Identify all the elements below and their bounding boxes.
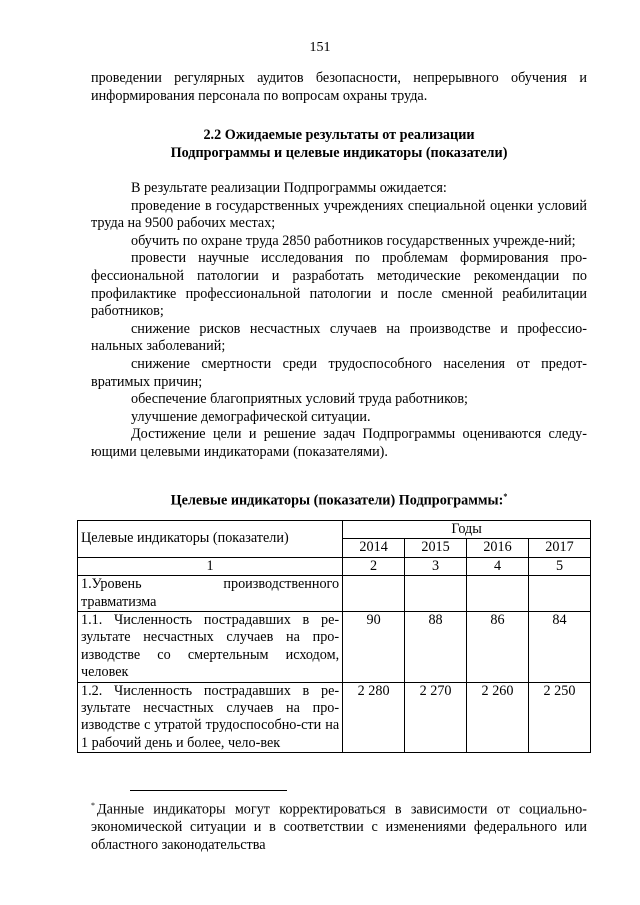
section-heading-line-2: Подпрограммы и целевые индикаторы (показатели)	[170, 144, 508, 161]
header-years: Годы	[343, 521, 591, 539]
indicator-value-cell: 86	[467, 612, 529, 683]
year-cell: 2017	[528, 539, 590, 557]
indicator-value-cell	[467, 576, 529, 612]
indicator-value-cell	[528, 576, 590, 612]
result-item: провести научные исследования по проблемам формирования про-фессиональной патологии и разработать методические рекомендации по профилактике профессиональной патологии и после сменной реабилитации работников;	[91, 250, 587, 320]
table-row	[78, 612, 591, 683]
result-item: улучшение демографической ситуации.	[131, 408, 371, 425]
column-number-cell: 4	[467, 557, 529, 575]
indicator-value-cell	[343, 576, 405, 612]
intro-paragraph	[91, 70, 587, 105]
indicator-value-cell: 84	[528, 612, 590, 683]
column-number-cell: 2	[343, 557, 405, 575]
table-title	[91, 488, 587, 510]
indicator-name-cell: 1.Уровень производственного травматизма	[78, 576, 343, 612]
table-column-numbers-row	[78, 557, 591, 575]
result-item: обучить по охране труда 2850 работников государственных учрежде-ний;	[131, 232, 576, 249]
result-item: снижение смертности среди трудоспособного населения от предот-вратимых причин;	[91, 355, 587, 390]
expected-results-body	[91, 180, 587, 462]
table-row	[78, 576, 591, 612]
result-item: проведение в государственных учреждениях специальной оценки условий труда на 9500 рабочих местах;	[91, 197, 587, 232]
table-row	[78, 682, 591, 753]
table-title-text: Целевые индикаторы (показатели) Подпрограммы:	[170, 492, 504, 509]
year-cell: 2015	[405, 539, 467, 557]
intro-line-2: информирования персонала по вопросам охраны труда.	[91, 87, 428, 104]
column-number-cell: 3	[405, 557, 467, 575]
footnote-divider	[130, 790, 287, 791]
year-cell: 2016	[467, 539, 529, 557]
indicator-name-cell: 1.2. Численность пострадавших в ре-зультате несчастных случаев на про-изводстве с утратой трудоспособно-сти на 1 рабочий день и более, чело-век	[78, 682, 343, 753]
intro-line-1: проведении регулярных аудитов безопасности, непрерывного обучения и	[91, 70, 587, 86]
footnote	[91, 797, 587, 855]
indicator-value-cell: 2 250	[528, 682, 590, 753]
results-lead: В результате реализации Подпрограммы ожидается:	[131, 180, 447, 196]
indicator-value-cell: 88	[405, 612, 467, 683]
footnote-text: Данные индикаторы могут корректироваться в зависимости от социально-экономической ситуации и в соответствии с изменениями федерального или областного законодательства	[91, 801, 587, 853]
indicator-value-cell: 90	[343, 612, 405, 683]
section-heading	[91, 127, 587, 162]
year-cell: 2014	[343, 539, 405, 557]
result-item: обеспечение благоприятных условий труда работников;	[131, 391, 468, 408]
indicator-value-cell: 2 280	[343, 682, 405, 753]
indicator-value-cell: 2 270	[405, 682, 467, 753]
indicator-value-cell	[405, 576, 467, 612]
table-title-footnote-mark: *	[503, 492, 508, 501]
section-heading-line-1: 2.2 Ожидаемые результаты от реализации	[203, 127, 475, 143]
result-item: снижение рисков несчастных случаев на производстве и профессио-нальных заболеваний;	[91, 320, 587, 355]
column-number-cell: 1	[78, 557, 343, 575]
indicator-value-cell: 2 260	[467, 682, 529, 753]
page-number: 151	[309, 40, 331, 55]
column-number-cell: 5	[528, 557, 590, 575]
indicators-table	[77, 520, 591, 753]
header-indicator: Целевые индикаторы (показатели)	[78, 521, 343, 558]
footnote-mark: *	[91, 801, 95, 810]
results-closing: Достижение цели и решение задач Подпрограммы оцениваются следу-ющими целевыми индикаторами (показателями).	[91, 426, 587, 460]
table-header-row	[78, 521, 591, 539]
indicator-name-cell: 1.1. Численность пострадавших в ре-зультате несчастных случаев на про-изводстве со смертельным исходом, человек	[78, 612, 343, 683]
